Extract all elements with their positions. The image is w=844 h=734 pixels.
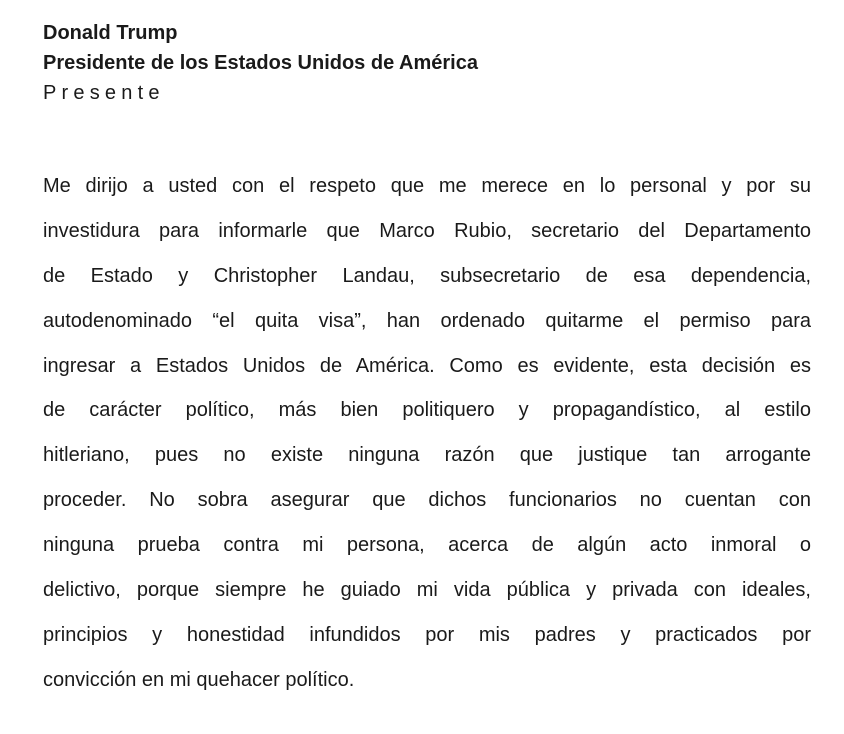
salutation: Presente [43, 82, 165, 104]
recipient-title: Presidente de los Estados Unidos de América [43, 52, 478, 74]
body-line: principios y honestidad infundidos por mis padres y practicados por [43, 623, 811, 646]
body-line: de carácter político, más bien politiquero y propagandístico, al estilo [43, 399, 811, 422]
body-line: ingresar a Estados Unidos de América. Como es evidente, esta decisión es [43, 354, 811, 377]
body-line: investidura para informarle que Marco Rubio, secretario del Departamento [43, 219, 811, 242]
letter-header [43, 18, 811, 108]
body-line: hitleriano, pues no existe ninguna razón que justique tan arrogante [43, 444, 811, 467]
body-line: ninguna prueba contra mi persona, acerca de algún acto inmoral o [43, 534, 811, 557]
recipient-name: Donald Trump [43, 22, 178, 44]
body-line: proceder. No sobra asegurar que dichos funcionarios no cuentan con [43, 489, 811, 512]
body-line: convicción en mi quehacer político. [43, 668, 355, 691]
body-line: delictivo, porque siempre he guiado mi vida pública y privada con ideales, [43, 579, 811, 602]
body-line: autodenominado “el quita visa”, han ordenado quitarme el permiso para [43, 309, 811, 332]
body-line: de Estado y Christopher Landau, subsecretario de esa dependencia, [43, 264, 811, 287]
letter-body [43, 172, 811, 711]
body-line: Me dirijo a usted con el respeto que me merece en lo personal y por su [43, 175, 811, 197]
